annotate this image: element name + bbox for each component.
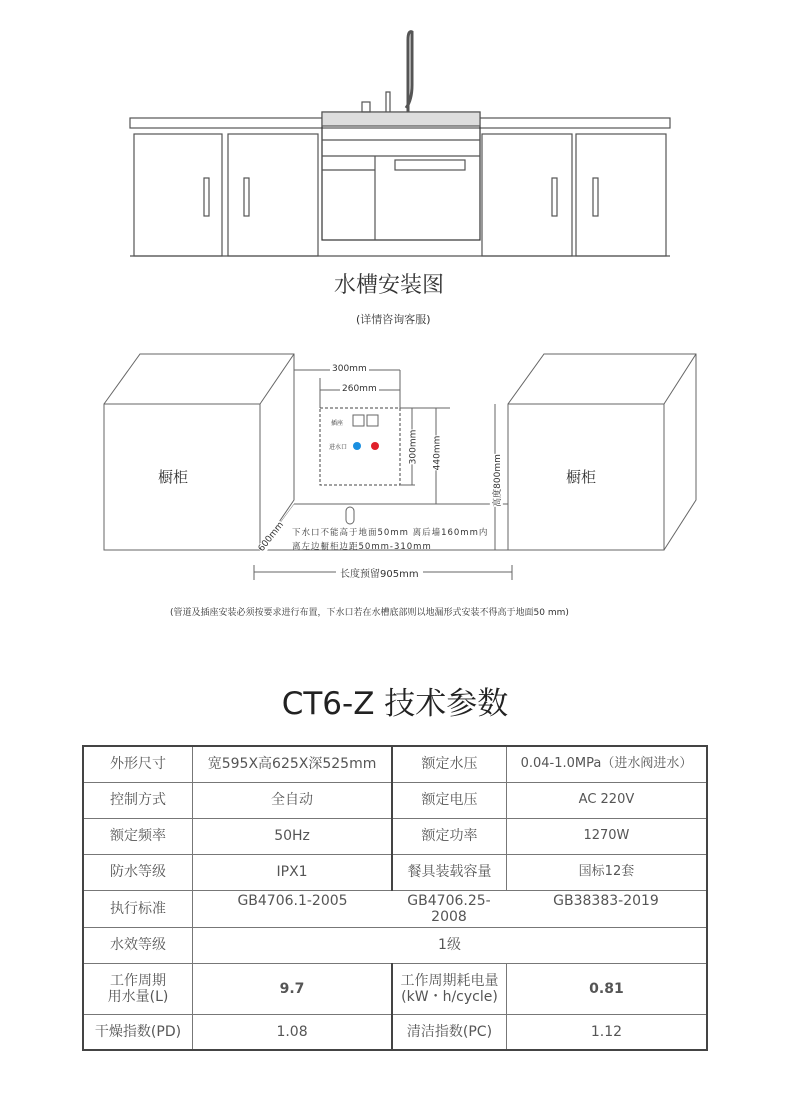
standard-value: GB4706.1-2005 (237, 892, 348, 909)
spec-label: 外形尺寸 (83, 746, 193, 782)
spec-value: IPX1 (193, 854, 393, 890)
depth-label: 600mm (256, 520, 286, 554)
cycle-water-value: 9.7 (193, 963, 393, 1014)
spec-label: 额定水压 (392, 746, 506, 782)
height-label: 高度800mm (490, 454, 503, 507)
table-row (83, 746, 707, 782)
dim-300-height: 300mm (408, 429, 419, 465)
specs-table (82, 745, 708, 1051)
install-footnote: (管道及插座安装必须按要求进行布置，下水口若在水槽底部则以地漏形式安装不得高于地面50 mm) (170, 608, 569, 618)
cycle-energy-label: 工作周期耗电量 (400, 972, 499, 989)
cycle-water-label: 工作周期 (110, 972, 166, 989)
table-row (83, 854, 707, 890)
cold-water-inlet-icon (353, 442, 361, 450)
table-row (83, 963, 707, 1014)
water-eff-value: 1级 (193, 927, 708, 963)
specs-title: CT6-Z 技术参数 (281, 686, 509, 722)
dim-260: 260mm (342, 384, 377, 394)
sink-diagram-subtitle: (详情咨询客服) (356, 313, 431, 326)
spec-label: 防水等级 (83, 854, 193, 890)
cabinet-right-label: 橱柜 (566, 468, 597, 486)
length-label: 长度预留905mm (336, 565, 423, 580)
spec-value: 0.04-1.0MPa（进水阀进水） (506, 746, 707, 782)
spec-label: 控制方式 (83, 782, 193, 818)
spec-value: 1270W (506, 818, 707, 854)
dry-index-value: 1.08 (193, 1014, 393, 1050)
standard-value: GB4706.25-2008 (407, 892, 491, 925)
spec-value: AC 220V (506, 782, 707, 818)
table-row (83, 927, 707, 963)
socket-label: 插座 (331, 420, 344, 427)
standard-label: 执行标准 (83, 890, 193, 927)
dim-440: 440mm (432, 435, 443, 471)
dry-index-label: 干燥指数(PD) (83, 1014, 193, 1050)
spec-label: 额定功率 (392, 818, 506, 854)
drain-note-1: 下水口不能高于地面50mm 离后墙160mm内 (292, 528, 489, 538)
clean-index-value: 1.12 (506, 1014, 707, 1050)
cycle-energy-label-2: (kW・h/cycle) (401, 988, 498, 1005)
table-row (83, 1014, 707, 1050)
spec-label: 额定频率 (83, 818, 193, 854)
table-row (83, 782, 707, 818)
clean-index-label: 清洁指数(PC) (392, 1014, 506, 1050)
table-row (83, 890, 707, 927)
spec-label: 餐具装载容量 (392, 854, 506, 890)
cycle-water-label-2: 用水量(L) (107, 988, 169, 1005)
drain-note-2: 离左边橱柜边距50mm-310mm (292, 542, 432, 552)
spec-label: 额定电压 (392, 782, 506, 818)
table-row (83, 818, 707, 854)
hot-water-inlet-icon (371, 442, 379, 450)
spec-value: 宽595X高625X深525mm (193, 746, 393, 782)
sink-diagram-title: 水槽安装图 (334, 273, 445, 298)
cycle-energy-value: 0.81 (506, 963, 707, 1014)
standard-value: GB38383-2019 (553, 892, 659, 909)
cabinet-left-label: 橱柜 (158, 468, 189, 486)
dim-300-width: 300mm (332, 364, 367, 374)
spec-value: 50Hz (193, 818, 393, 854)
water-inlet-label: 进水口 (329, 444, 348, 451)
water-eff-label: 水效等级 (83, 927, 193, 963)
spec-value: 国标12套 (506, 854, 707, 890)
spec-value: 全自动 (193, 782, 393, 818)
